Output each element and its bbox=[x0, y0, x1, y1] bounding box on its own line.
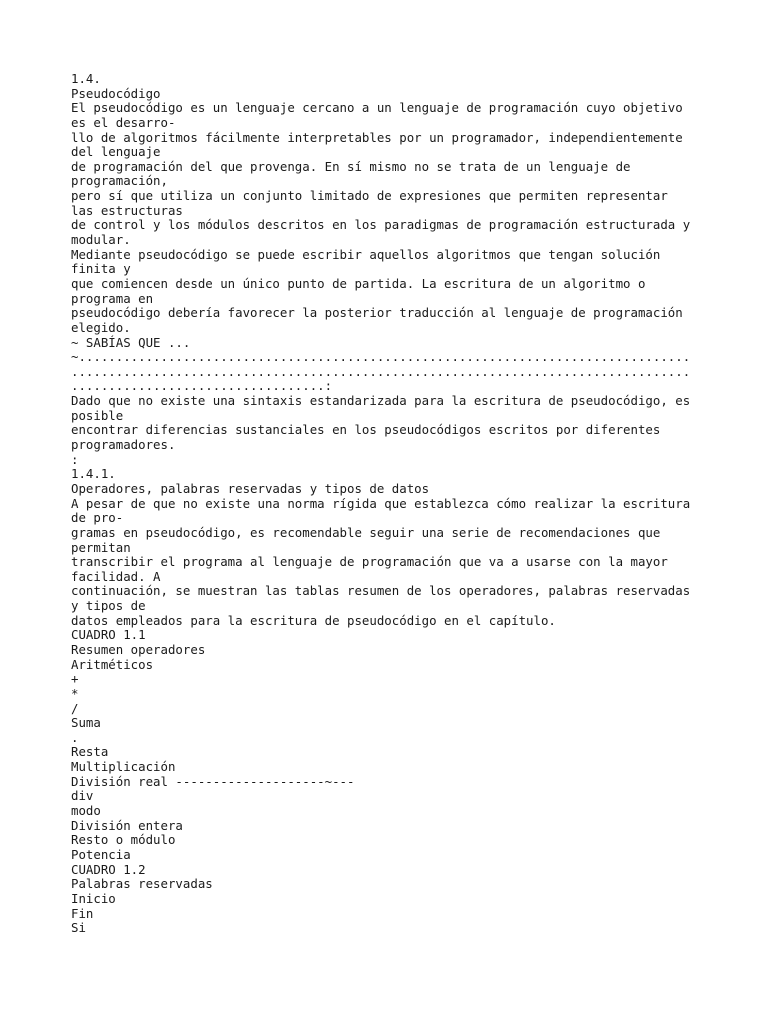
document-line: programación, bbox=[71, 173, 168, 189]
document-line: Resto o módulo bbox=[71, 832, 176, 848]
document-line: 1.4.1. bbox=[71, 466, 116, 482]
document-line: * bbox=[71, 685, 79, 701]
document-line: modular. bbox=[71, 232, 131, 248]
document-line: Inicio bbox=[71, 890, 116, 906]
document-line: Aritméticos bbox=[71, 656, 154, 672]
document-line: las estructuras bbox=[71, 202, 183, 218]
document-line: ~ SABÍAS QUE ... bbox=[71, 334, 191, 350]
document-line: permitan bbox=[71, 539, 131, 555]
document-line: es el desarro- bbox=[71, 114, 176, 130]
document-line: División real --------------------~--- bbox=[71, 773, 355, 789]
document-line: datos empleados para la escritura de pseudocódigo en el capítulo. bbox=[71, 612, 556, 628]
document-line: de programación del que provenga. En sí mismo no se trata de un lenguaje de bbox=[71, 158, 631, 174]
document-line: ~.................................................................................. bbox=[71, 349, 691, 365]
document-line: programa en bbox=[71, 290, 154, 306]
document-line: finita y bbox=[71, 261, 131, 277]
document-line: Fin bbox=[71, 905, 94, 921]
document-text bbox=[71, 72, 711, 936]
document-line: y tipos de bbox=[71, 598, 146, 614]
document-line: modo bbox=[71, 803, 101, 819]
document-line: pseudocódigo debería favorecer la posterior traducción al lenguaje de programación bbox=[71, 305, 683, 321]
document-line: de control y los módulos descritos en los paradigmas de programación estructurada y bbox=[71, 217, 691, 233]
document-line: Palabras reservadas bbox=[71, 876, 213, 892]
document-line: Si bbox=[71, 920, 86, 936]
document-line: El pseudocódigo es un lenguaje cercano a un lenguaje de programación cuyo objetivo bbox=[71, 100, 683, 116]
document-line: Multiplicación bbox=[71, 759, 176, 775]
document-line: llo de algoritmos fácilmente interpretables por un programador, independientemente bbox=[71, 129, 683, 145]
document-line: / bbox=[71, 700, 79, 716]
document-line: div bbox=[71, 788, 94, 804]
document-line: pero sí que utiliza un conjunto limitado de expresiones que permiten representar bbox=[71, 188, 668, 204]
document-line: ..................................: bbox=[71, 378, 333, 394]
document-line: : bbox=[71, 451, 79, 467]
document-line: ................................................................................... bbox=[71, 363, 691, 379]
document-line: CUADRO 1.2 bbox=[71, 861, 146, 877]
document-line: facilidad. A bbox=[71, 568, 161, 584]
document-line: programadores. bbox=[71, 437, 176, 453]
document-line: Suma bbox=[71, 715, 101, 731]
document-line: Resta bbox=[71, 744, 109, 760]
document-line: continuación, se muestran las tablas resumen de los operadores, palabras reservadas bbox=[71, 583, 691, 599]
document-line: del lenguaje bbox=[71, 144, 161, 160]
document-line: Dado que no existe una sintaxis estandarizada para la escritura de pseudocódigo, es bbox=[71, 393, 691, 409]
document-line: posible bbox=[71, 407, 124, 423]
document-line: de pro- bbox=[71, 510, 124, 526]
document-line: + bbox=[71, 671, 79, 687]
document-line: Resumen operadores bbox=[71, 641, 206, 657]
document-line: CUADRO 1.1 bbox=[71, 627, 146, 643]
document-line: que comiencen desde un único punto de partida. La escritura de un algoritmo o bbox=[71, 275, 646, 291]
document-line: A pesar de que no existe una norma rígida que establezca cómo realizar la escritura bbox=[71, 495, 691, 511]
document-line: División entera bbox=[71, 817, 183, 833]
document-line: . bbox=[71, 729, 79, 745]
document-line: transcribir el programa al lenguaje de programación que va a usarse con la mayor bbox=[71, 554, 668, 570]
document-line: elegido. bbox=[71, 319, 131, 335]
document-line: Pseudocódigo bbox=[71, 85, 161, 101]
document-line: gramas en pseudocódigo, es recomendable seguir una serie de recomendaciones que bbox=[71, 524, 661, 540]
document-line: Mediante pseudocódigo se puede escribir aquellos algoritmos que tengan solución bbox=[71, 246, 661, 262]
document-line: Potencia bbox=[71, 846, 131, 862]
document-line: Operadores, palabras reservadas y tipos de datos bbox=[71, 480, 430, 496]
document-line: 1.4. bbox=[71, 71, 101, 86]
document-line: encontrar diferencias sustanciales en los pseudocódigos escritos por diferentes bbox=[71, 422, 661, 438]
